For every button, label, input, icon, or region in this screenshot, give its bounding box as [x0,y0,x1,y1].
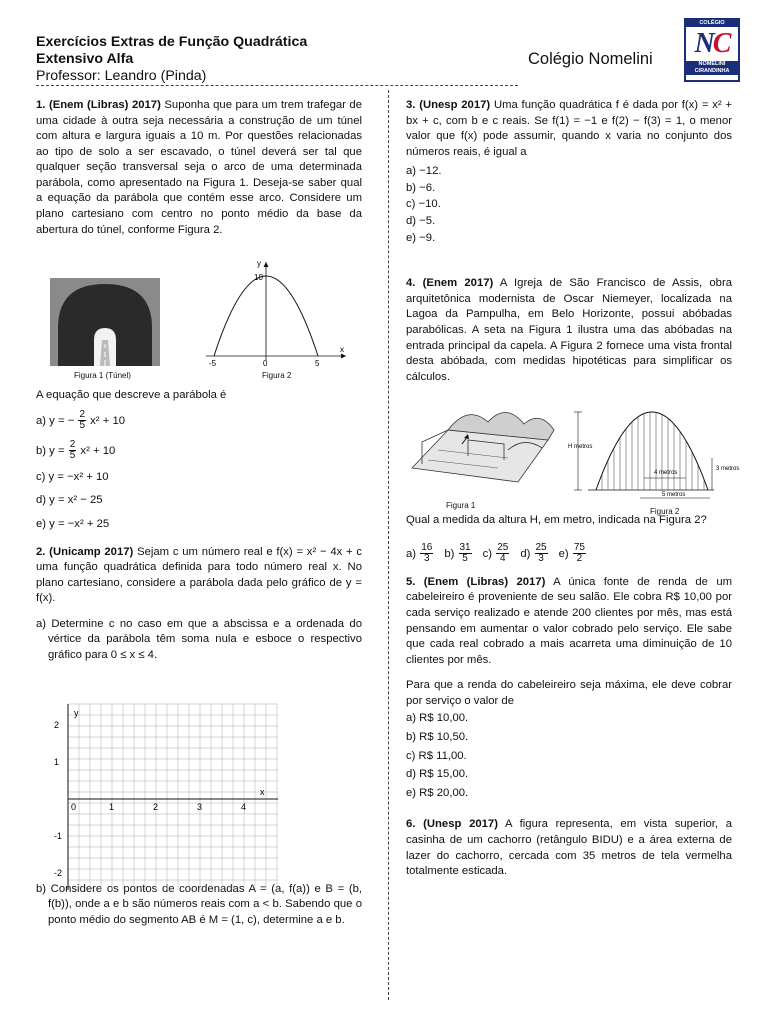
question-1-number: 1. (Enem (Libras) 2017) [36,99,161,111]
q4-options [406,543,732,565]
q5-option-a: a) R$ 10,00. [406,712,469,725]
header-divider [36,85,518,86]
fig2-tick-0: 0 [263,359,268,368]
question-2-text: 2. (Unicamp 2017) Sejam c um número real e f(x) = x² − 4x + c uma função quadrática definida para todo número real x. No plano cartesiano, considere a parábola dada pelo gráfico de y = f(x). [36,545,363,605]
logo-mark: NC [694,27,730,59]
document-subtitle: Extensivo Alfa [36,50,134,67]
parabola-drawing [200,258,350,368]
logo-bottom-text-2: CIRANDINHA [686,68,738,75]
question-1-text: 1. (Enem (Libras) 2017) Suponha que para um trem trafegar de uma cidade à outra seja necessária a construção de um túnel com altura e largura iguais a 10 m. Por questões relacionadas ao tipo de solo a ser escavado, o túnel deverá ser tal que qualquer seção transversal seja o arco de uma determinada parábola, como apresentado na Figura 1. Deseja-se saber qual a equação da parábola que contém esse arco. Considere um plano cartesiano com centro no ponto médio da base da abertura do túnel, conforme Figura 2. [36,99,363,236]
question-2-item-b: b) Considere os pontos de coordenadas A = (a, f(a)) e B = (b, f(b)), onde a e b são números reais com a < b. Sabendo que o ponto médio do segmento AB é M = (1, c), determine a e b. [36,882,362,926]
vault-label-h: H metros [568,444,593,450]
q1-option-a: a) y = − $\frac{2}{5}$ x² + 10 [36,408,126,432]
grid-x-label: x [260,787,265,797]
q4-option-b: b) $\frac{31}{5}$ [444,541,471,565]
question-3-number: 3. (Unesp 2017) [406,99,491,111]
vault-figure [566,402,742,517]
question-6-text: 6. (Unesp 2017) A figura representa, em vista superior, a casinha de um cachorro (retângulo BIDU) e a área externa de lazer do cachorro, cercada com 35 metros de tela vermelha totalmente esticada. [406,818,732,878]
church-figure-caption: Figura 1 [446,501,476,510]
parabola-figure-caption: Figura 2 [262,371,292,380]
question-5-text: 5. (Enem (Libras) 2017) A única fonte de renda de um cabeleireiro é proveniente de seu salão. Ele cobra R$ 10,00 por cada serviço realizado e atende 200 clientes por mês, mas está pensando em aumentar o valor cobrado pelo serviço. Ele sabe que cada real cobrado a mais acarreta uma diminuição de 10 clientes por mês. [406,575,733,666]
logo-top-text: COLÉGIO [686,20,738,27]
tunnel-figure [50,278,160,381]
q3-option-c: c) −10. [406,198,441,211]
logo-bottom-text-1: NOMELINI [686,61,738,68]
fig2-tick-10: 10 [254,273,263,282]
question-6-number: 6. (Unesp 2017) [406,818,498,831]
school-name: Colégio Nomelini [528,50,653,68]
q1-option-c: c) y = −x² + 10 [36,470,109,483]
q3-options [406,164,732,246]
q5-option-e: e) R$ 20,00. [406,786,469,799]
q3-option-b: b) −6. [406,181,436,194]
q5-option-d: d) R$ 15,00. [406,768,469,781]
tunnel-figure-caption: Figura 1 (Túnel) [74,371,131,380]
grid-tick-x: 0 [71,802,77,812]
q2-blank-grid [48,700,284,896]
question-5-prompt: Para que a renda do cabeleireiro seja máxima, ele deve cobrar por serviço o valor de [406,679,732,707]
school-logo [684,18,740,82]
q1-option-e: e) y = −x² + 25 [36,517,110,530]
q4-option-a: a) $\frac{16}{3}$ [406,541,433,565]
question-2-number: 2. (Unicamp 2017) [36,545,134,558]
q4-option-d: d) $\frac{25}{3}$ [520,541,547,565]
grid-tick-x: 1 [109,802,115,812]
parabola-figure [200,258,350,381]
grid-tick-y: -2 [54,868,63,878]
q4-option-c: c) $\frac{25}{4}$ [482,541,509,565]
fig2-y-label: y [257,259,261,268]
vault-figure-caption: Figura 2 [650,507,680,516]
tunnel-drawing [50,278,160,366]
grid-tick-x: 3 [197,802,203,812]
q3-option-e: e) −9. [406,231,436,244]
grid-tick-y: 1 [54,757,60,767]
question-4-question: Qual a medida da altura H, em metro, indicada na Figura 2? [406,514,707,527]
document-header [36,34,516,85]
q5-option-b: b) R$ 10,50. [406,731,469,744]
q3-option-d: d) −5. [406,215,436,228]
church-figure [408,400,558,511]
question-2-item-a: a) Determine c no caso em que a abscissa e a ordenada do vértice da parábola têm soma nula e esboce o respectivo gráfico para 0 ≤ x ≤ 4. [36,617,362,661]
grid-drawing [48,700,284,896]
q3-option-a: a) −12. [406,165,442,178]
column-divider [388,90,389,1000]
vault-label-4: 4 metros [654,470,678,476]
question-3-text: 3. (Unesp 2017) Uma função quadrática f é dada por f(x) = x² + bx + c, com b e c reais. Se f(1) = −1 e f(2) − f(3) = 1, o menor valor que f(x) pode assumir, quando x varia no conjunto dos números reais, é igual a [406,99,732,158]
grid-tick-y: 2 [54,720,60,730]
fig2-tick-5: 5 [315,359,320,368]
grid-y-label: y [74,708,79,718]
q5-options [406,711,732,801]
q4-option-e: e) $\frac{75}{2}$ [558,541,585,565]
question-4-text: 4. (Enem 2017) A Igreja de São Francisco de Assis, obra arquitetônica modernista de Oscar Niemeyer, localizada na Lagoa da Pampulha, em Belo Horizonte, possui abóbadas parabólicas. A seta na Figura 1 ilustra uma das abóbadas na entrada principal da capela. A Figura 2 fornece uma vista frontal desta abóbada, com medidas hipotéticas para simplificar os cálculos. [406,277,732,383]
vault-drawing [566,402,742,506]
q1-option-d: d) y = x² − 25 [36,494,103,507]
fig2-tick-m5: -5 [209,359,217,368]
fig2-x-label: x [340,345,344,354]
document-title: Exercícios Extras de Função Quadrática [36,34,308,50]
grid-tick-x: 2 [153,802,159,812]
q5-option-c: c) R$ 11,00. [406,749,467,762]
vault-label-3: 3 metros [716,466,740,472]
professor-name: Professor: Leandro (Pinda) [36,67,207,84]
question-4-number: 4. (Enem 2017) [406,277,494,290]
grid-tick-y: -1 [54,831,63,841]
vault-label-5: 5 metros [662,492,686,498]
question-5-number: 5. (Enem (Libras) 2017) [406,575,546,588]
q1-option-b: b) y = $\frac{2}{5}$ x² + 10 [36,438,116,462]
grid-tick-x: 4 [241,802,247,812]
church-drawing [408,400,558,500]
question-1-prompt: A equação que descreve a parábola é [36,389,227,402]
